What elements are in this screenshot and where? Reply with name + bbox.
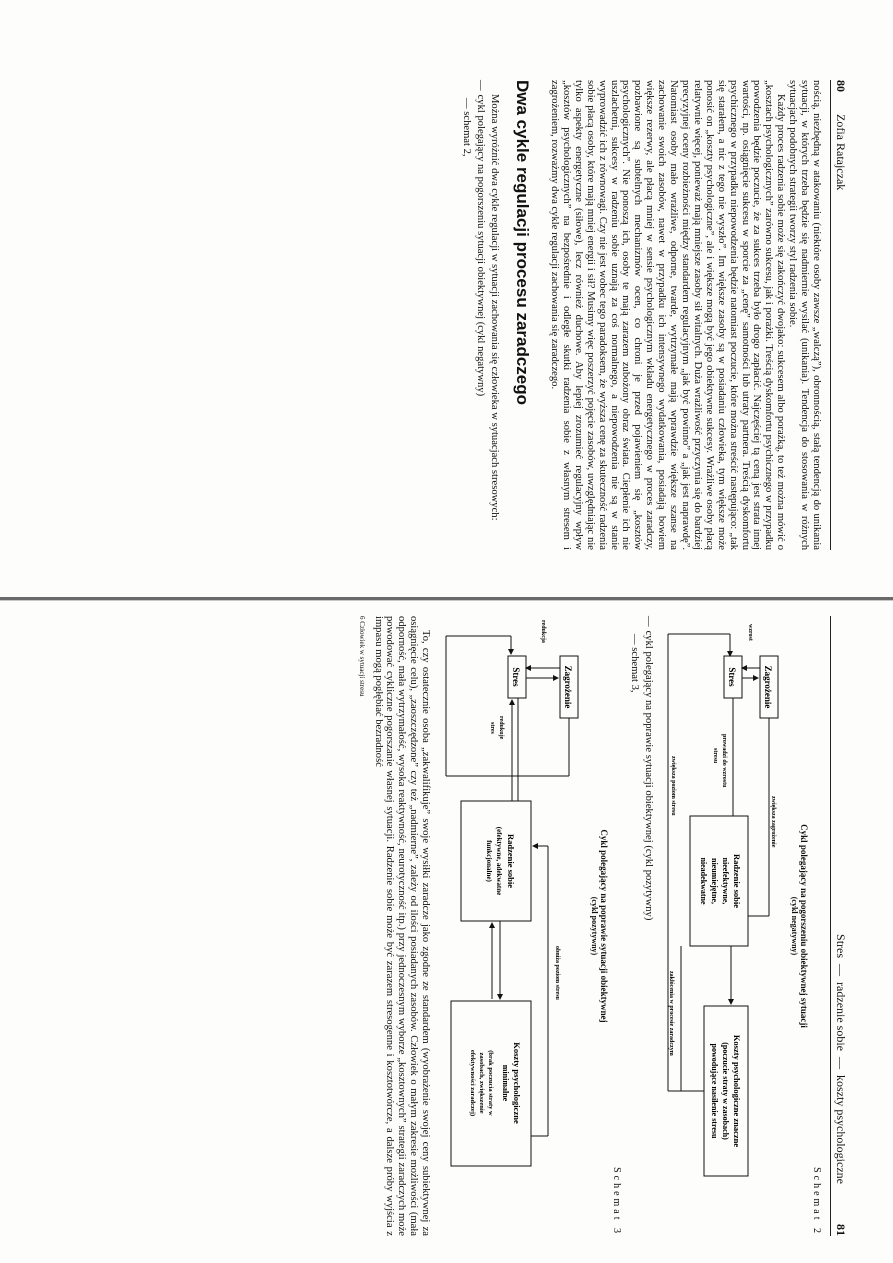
list-item-ref: — schemat 2, [461, 98, 473, 157]
list-item: —cykl polegający na pogorszeniu sytuacji obiektywnej (cykl negatywny) [475, 80, 487, 397]
coping-line: nieumiejętne, [710, 858, 719, 904]
running-head-a: Stres [834, 934, 848, 959]
edge-label: zwiększa zagrożenie [770, 796, 776, 848]
running-head-c: koszty psychologiczne [834, 1075, 848, 1184]
page-80-content [48, 80, 848, 550]
schema-2-subtitle: (cykl negatywny) [790, 896, 799, 956]
page-number: 80 [834, 80, 848, 92]
schema-2-diagram [661, 616, 786, 1236]
list-item: —cykl polegający na poprawie sytuacji obiektywnej (cykl pozytywny) [643, 616, 654, 921]
costs-line: powodujące nasilenie stresu [710, 1043, 719, 1139]
stress-label: Stres [511, 667, 522, 687]
page-number: 81 [834, 1224, 848, 1236]
threat-label: Zagrożenie [563, 665, 574, 709]
schema-3-title: Cykl polegający na poprawie sytuacji obiektywnej [599, 829, 610, 1023]
list-item-ref: — schemat 3, [629, 634, 641, 693]
coping-line: funkcjonalne) [485, 840, 494, 882]
coping-line: Radzenie sobie [506, 833, 517, 889]
page-81-content [48, 616, 848, 1236]
coping-line: nieadekwatne [699, 857, 708, 905]
paragraph: Każdy proces radzenia sobie może się zakończyć dwojako: sukcesem albo porażką, to też można mówić o „kosztach psychologicznych” zarówno sukcesu, jak i porażki. Treścią dyskomfortu psychicznego w przypadku powodzenia będzie poczucie, że za sukces trzeba było drogo zapłacić. Najczęściej tą ceną jest strata innej wartości, np. osiągnięcie sukcesu w sporcie za „cenę” samotności lub utraty partnera. Treścią dyskomfortu psychicznego w przypadku niepowodzenia będzie natomiast poczucie, które można streścić następująco: „tak się starałem, a nic z tego nie wyszło”. Im większe zasoby są w posiadaniu człowieka, tym większe może ponosić on „koszty psychologiczne”, ale i większe mogą być jego obiektywne sukcesy. Wrażliwe osoby płacą relatywnie więcej, ponieważ mają mniejsze zasoby sił witalnych. Duża wrażliwość przyczynia się do bardziej precyzyjnej oceny rozbieżności między standardem regulacyjnym „jak być powinno” a „jak jest naprawdę”. Natomiast osoby mało wrażliwe, odporne, twarde, wytrzymałe mają wprawdzie większe szanse na zachowanie swoich zasobów, nawet w przypadku ich intensywnego wydatkowania, posiadają bowiem większe rezerwy, ale płacą mniej w sensie psychologicznym wkładu energetycznego w proces zaradczy, pozbawione są subtelnych mechanizmów ocen, co chroni je przed pojawieniem się „kosztów psychologicznych”. Nie ponoszą ich, osoby te mają zarazem zubożony obraz świata. Ciepłenie ich nie uszlachetni, sukcesy w radzeniu sobie uznają za coś normalnego, a niepowodzenia nie są w stanie wyprowadzić ich z równowagi. Czy nie jest wobec tego paradoksem, że wyższa cenę za skuteczność radzenia sobie płacą osoby, które mają mniej energii i sił? Musimy więc poszerzyć pojęcie zasobów, uwzględniając nie tylko aspekty energetyczne (siłowe), lecz również duchowe. Aby lepiej zrozumieć regulacyjny wpływ „kosztów psychologicznych” na bezpośrednie i odległe skutki radzenia sobie z własnym stresem i zagrożeniem, rozważmy dwa cykle regulacji zachowania się zaradczego. [549, 80, 787, 550]
coping-line: Radzenie sobie [732, 853, 742, 909]
costs-line: (poczucie straty w zasobach) [721, 1042, 730, 1140]
edge-label: zwiększa poziom stresu [670, 756, 676, 816]
costs-line: minimalne [501, 1064, 511, 1102]
page-81 [0, 601, 893, 1263]
costs-line: zasobach, zwiększenie [478, 1052, 486, 1114]
edge-label: zakłócenia w procesie zaradczym [668, 971, 674, 1056]
edge-label: redukuje [498, 716, 505, 740]
costs-line: efektywności zaradczej) [469, 1049, 477, 1117]
coping-line: (efektywne, adekwatne [495, 826, 504, 896]
page-81-header: Stres — radzenie sobie — koszty psychologiczne 81 [830, 616, 848, 1236]
schema-2-label: Schemat 2 [811, 1167, 822, 1236]
edge-label: obniża poziom stresu [554, 946, 561, 1000]
schema-3-subtitle: (cykl pozytywny) [590, 896, 600, 956]
running-head: Zofia Ratajczak [834, 114, 848, 191]
edge-label: stres [489, 722, 496, 734]
schema-2-title: Cykl polegający na pogorszeniu obiektywnej sytuacji [799, 824, 809, 1028]
page-80 [0, 0, 893, 597]
schema-3-label: Schemat 3 [611, 1167, 623, 1236]
stress-label: Stres [727, 667, 737, 687]
section-heading: Dwa cykle regulacji procesu zaradczego [513, 80, 533, 406]
costs-line: Koszty psychologiczne [512, 1042, 523, 1124]
edge-label: prowadzi do wzrostu [721, 734, 727, 788]
coping-line: nieefektywne, [721, 857, 730, 905]
edge-label: wzrost [747, 624, 753, 641]
page-footer: 6 Człowiek w sytuacji stresu [357, 616, 366, 697]
costs-line: Koszty psychologiczne znaczne [732, 1034, 742, 1148]
paragraph: nością, niezbędną w atakowaniu (niektóre osoby zawsze „walczą”), obronnością, stałą tendencją do unikania sytuacji, w których trzeba będzie się nadmiernie wysilać (unikania). Tendencja do stosowania w różnych sytuacjach podobnych strategii tworzy styl radzenia sobie. [787, 80, 822, 550]
edge-label: redukcja [540, 620, 547, 643]
section-intro: Można wyróżnić dwa cykle regulacji w sytuacji zachowania się człowieka w sytuacjach stresowych: [489, 94, 501, 521]
costs-line: (brak poczucia straty w [487, 1050, 495, 1116]
schema-3-diagram [436, 616, 586, 1236]
running-head-b: radzenie sobie [834, 982, 848, 1052]
edge-label: stresu [712, 748, 718, 764]
page-80-header [830, 80, 848, 550]
threat-label: Zagrożenie [763, 665, 773, 709]
paragraph: To, czy ostatecznie osoba „zakwalifikuje” swoje wysiłki zaradcze jako zgodne ze standardem (wyobrażenie swojej ceny subiektywnej za osiągnięcie celu), „zaoszczędzone” czy też „nadmierne”, zależy od ilości posiadanych zasobów. Człowiek o małym zakresie możliwości (mała odporność, mała wytrzymałość, wysoka reaktywność, neurotyczność itp.) przy jednoczesnym wyborze „kosztownych” strategii zaradczych może powodować cykliczne pogorszanie własnej sytuacji. Radzenie sobie może być zarazem stresogenne i kosztotwórcze, a dalsze próby wyjścia z impasu mogą pogłębiać bezradność [372, 616, 432, 1236]
